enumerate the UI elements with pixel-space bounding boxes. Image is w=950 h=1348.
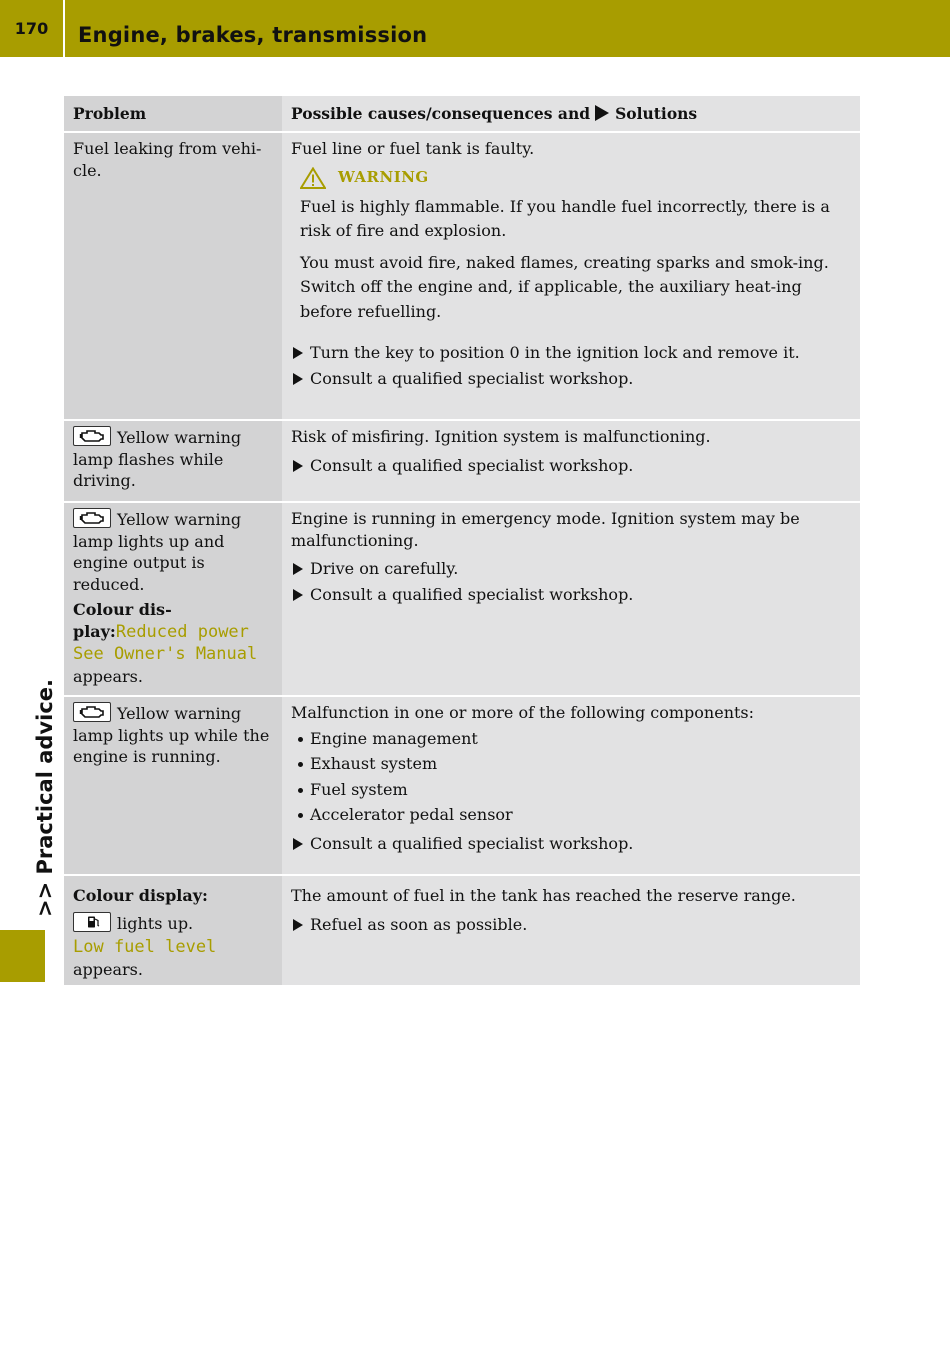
display-message: Reduced power	[115, 621, 249, 642]
problem-text: Yellow warning lamp lights up while the engine is running.	[73, 704, 270, 766]
solution-step: Consult a qualified specialist workshop.	[291, 584, 851, 606]
table-header-row	[64, 96, 860, 133]
problem-cell	[64, 503, 282, 695]
display-suffix: appears.	[73, 666, 143, 686]
engine-check-icon	[73, 508, 111, 528]
colour-display-label: Colour dis-play:	[73, 600, 172, 641]
component-item: Fuel system	[291, 779, 851, 801]
arrow-right-icon	[595, 105, 609, 121]
page-number: 170	[14, 19, 49, 38]
solution-step: Consult a qualified specialist workshop.	[291, 368, 851, 390]
fuel-pump-icon	[73, 912, 111, 932]
header-problem: Problem	[64, 96, 282, 131]
solution-step: Consult a qualified specialist workshop.	[291, 455, 851, 477]
component-item: Accelerator pedal sensor	[291, 804, 851, 826]
table-row	[64, 697, 860, 876]
colour-display-label: Colour display:	[73, 886, 208, 905]
component-item: Engine management	[291, 728, 851, 750]
problem-cell	[64, 697, 282, 874]
table-row	[64, 503, 860, 697]
solution-cell	[282, 421, 860, 501]
problem-text: Yellow warning lamp lights up and engine output is reduced.	[73, 510, 242, 594]
page-title: Engine, brakes, transmission	[78, 23, 428, 47]
section-tab	[0, 930, 45, 982]
solution-step: Consult a qualified specialist workshop.	[291, 833, 851, 855]
display-suffix: appears.	[73, 959, 143, 979]
solution-cell	[282, 133, 860, 419]
troubleshooting-table	[64, 96, 860, 985]
solution-step: Turn the key to position 0 in the ignition lock and remove it.	[291, 342, 851, 364]
table-row	[64, 133, 860, 421]
problem-cell	[64, 876, 282, 985]
display-message: See Owner's Manual	[73, 644, 258, 664]
table-row	[64, 876, 860, 985]
cause-text: The amount of fuel in the tank has reached the reserve range.	[291, 886, 796, 905]
solution-step: Drive on carefully.	[291, 558, 851, 580]
cause-text: Fuel line or fuel tank is faulty.	[291, 139, 535, 158]
warning-triangle-icon	[300, 167, 326, 189]
problem-text: Fuel leaking from vehi-cle.	[73, 139, 262, 180]
solution-cell	[282, 503, 860, 695]
solution-cell	[282, 876, 860, 985]
warning-text: Fuel is highly flammable. If you handle fuel incorrectly, there is a risk of fire and explosion.	[300, 196, 830, 240]
cause-text: Malfunction in one or more of the following components:	[291, 703, 755, 722]
warning-text: You must avoid fire, naked flames, creating sparks and smok-ing. Switch off the engine and, if applicable, the auxiliary heat-ing before refuelling.	[300, 252, 829, 321]
solution-cell	[282, 697, 860, 874]
component-item: Exhaust system	[291, 753, 851, 775]
cause-text: Engine is running in emergency mode. Ignition system may be malfunctioning.	[291, 509, 800, 550]
colour-display-note	[73, 599, 273, 687]
problem-cell	[64, 133, 282, 419]
display-message: Low fuel level	[73, 937, 217, 957]
warning-heading	[300, 167, 851, 189]
header-divider	[63, 0, 65, 57]
section-label: >> Practical advice.	[33, 679, 57, 917]
warning-box	[300, 167, 851, 325]
problem-cell	[64, 421, 282, 501]
warning-title: WARNING	[338, 167, 429, 186]
cause-text: Risk of misfiring. Ignition system is malfunctioning.	[291, 427, 711, 446]
solution-step: Refuel as soon as possible.	[291, 914, 851, 936]
header-solutions-label: Solutions	[615, 104, 698, 123]
problem-text: Yellow warning lamp flashes while driving.	[73, 428, 242, 490]
engine-check-icon	[73, 702, 111, 722]
header-causes	[282, 96, 860, 131]
table-row	[64, 421, 860, 503]
header-causes-label: Possible causes/consequences and	[291, 104, 591, 123]
engine-check-icon	[73, 426, 111, 446]
problem-text: lights up.	[117, 913, 194, 933]
